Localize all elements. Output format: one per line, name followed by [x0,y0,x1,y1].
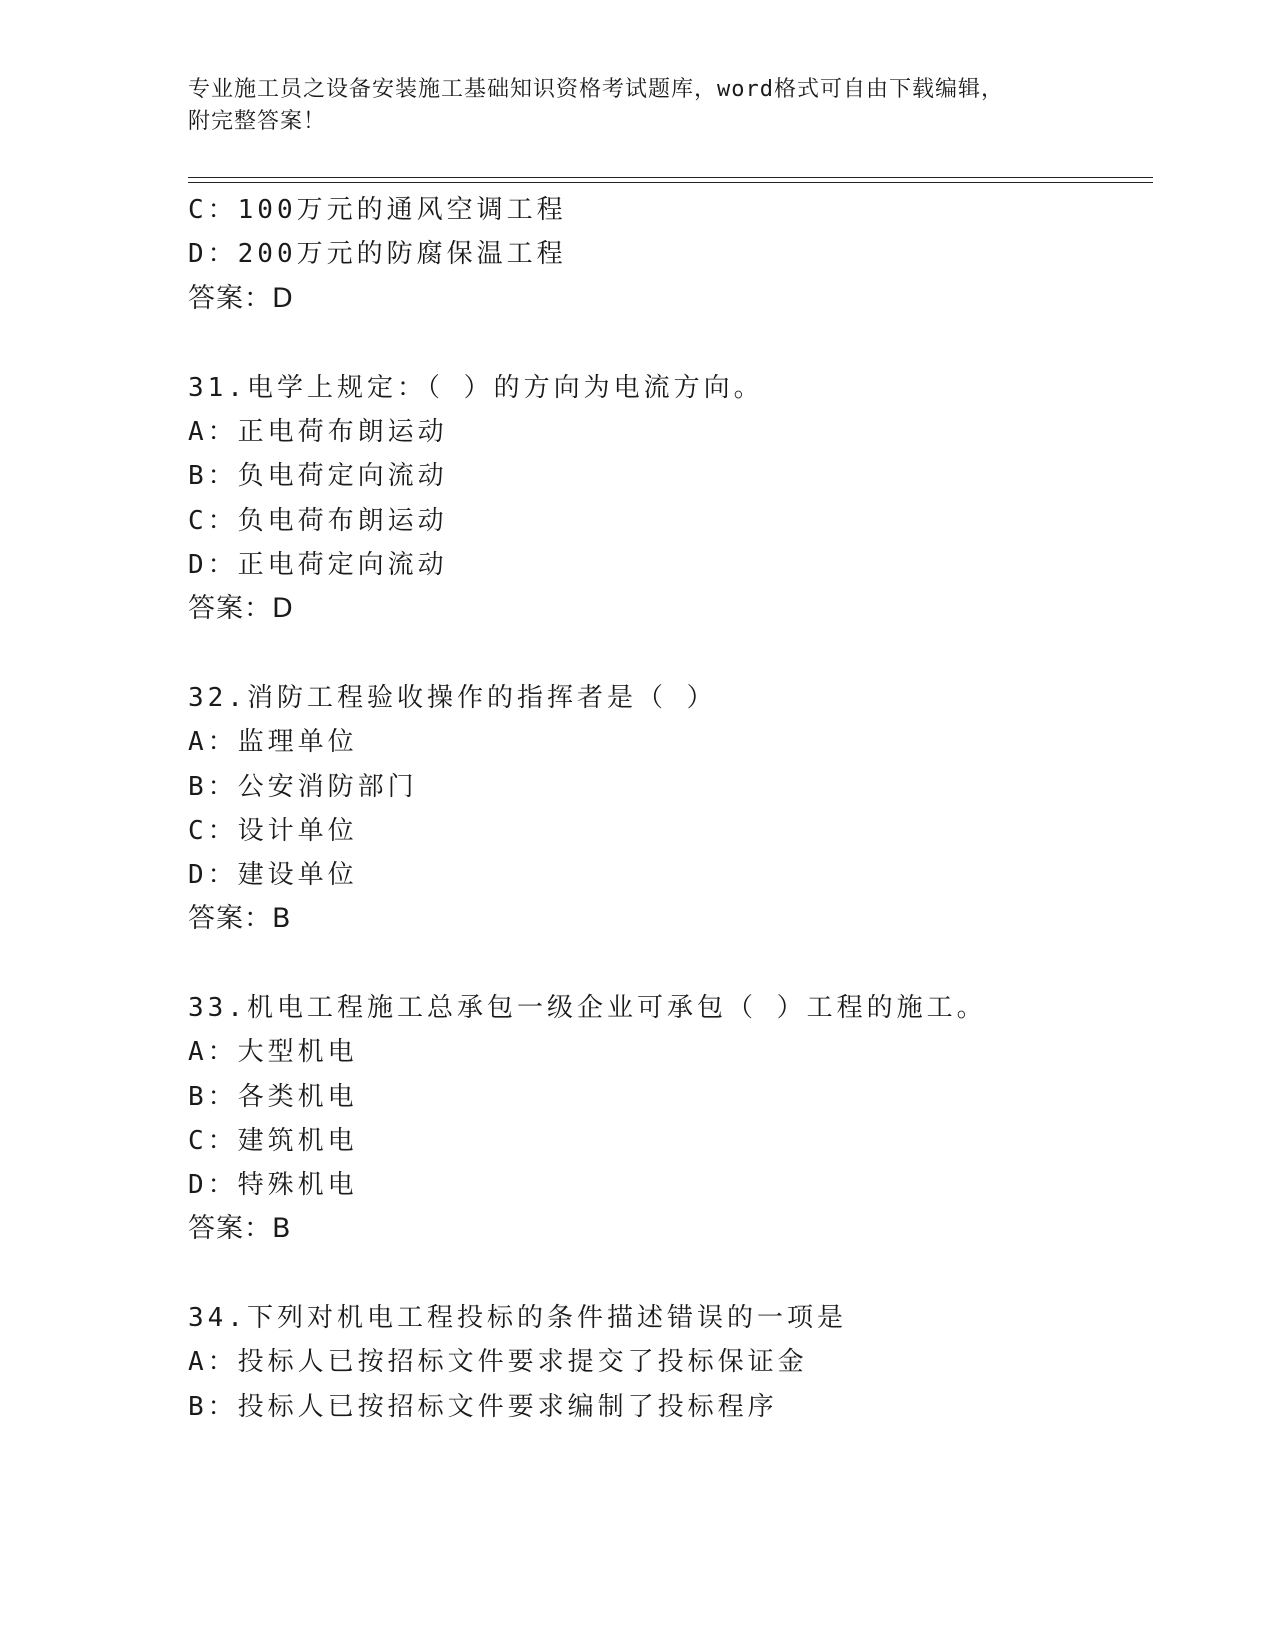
q33-option-d: D：特殊机电 [188,1170,358,1200]
q30-option-c: C：100万元的通风空调工程 [188,195,567,225]
header-divider-bottom [188,182,1153,183]
q31-option-b: B：负电荷定向流动 [188,461,448,491]
q31-option-c: C：负电荷布朗运动 [188,506,448,536]
q31-answer: 答案：D [188,593,294,624]
q33-question: 33.机电工程施工总承包一级企业可承包（ ）工程的施工。 [188,993,987,1023]
q33-answer: 答案：B [188,1213,292,1244]
header-line-1: 专业施工员之设备安装施工基础知识资格考试题库，word格式可自由下载编辑， [188,77,1004,102]
q34-option-a: A：投标人已按招标文件要求提交了投标保证金 [188,1347,808,1377]
q33-option-b: B：各类机电 [188,1082,358,1112]
q32-question: 32.消防工程验收操作的指挥者是（ ） [188,683,717,713]
q34-question: 34.下列对机电工程投标的条件描述错误的一项是 [188,1303,847,1333]
q32-option-b: B：公安消防部门 [188,772,418,802]
q32-option-c: C：设计单位 [188,816,358,846]
q33-option-a: A：大型机电 [188,1037,358,1067]
document-header [188,74,1088,138]
q32-option-a: A：监理单位 [188,727,358,757]
header-line-2: 附完整答案！ [188,109,327,134]
q32-answer: 答案：B [188,903,292,934]
q32-option-d: D：建设单位 [188,860,358,890]
q30-option-d: D：200万元的防腐保温工程 [188,239,567,269]
q31-option-d: D：正电荷定向流动 [188,550,448,580]
q30-answer: 答案：D [188,283,294,314]
q31-question: 31.电学上规定：（ ）的方向为电流方向。 [188,373,764,403]
header-divider-top [188,177,1153,178]
q34-option-b: B：投标人已按招标文件要求编制了投标程序 [188,1392,778,1422]
q31-option-a: A：正电荷布朗运动 [188,417,448,447]
q33-option-c: C：建筑机电 [188,1126,358,1156]
